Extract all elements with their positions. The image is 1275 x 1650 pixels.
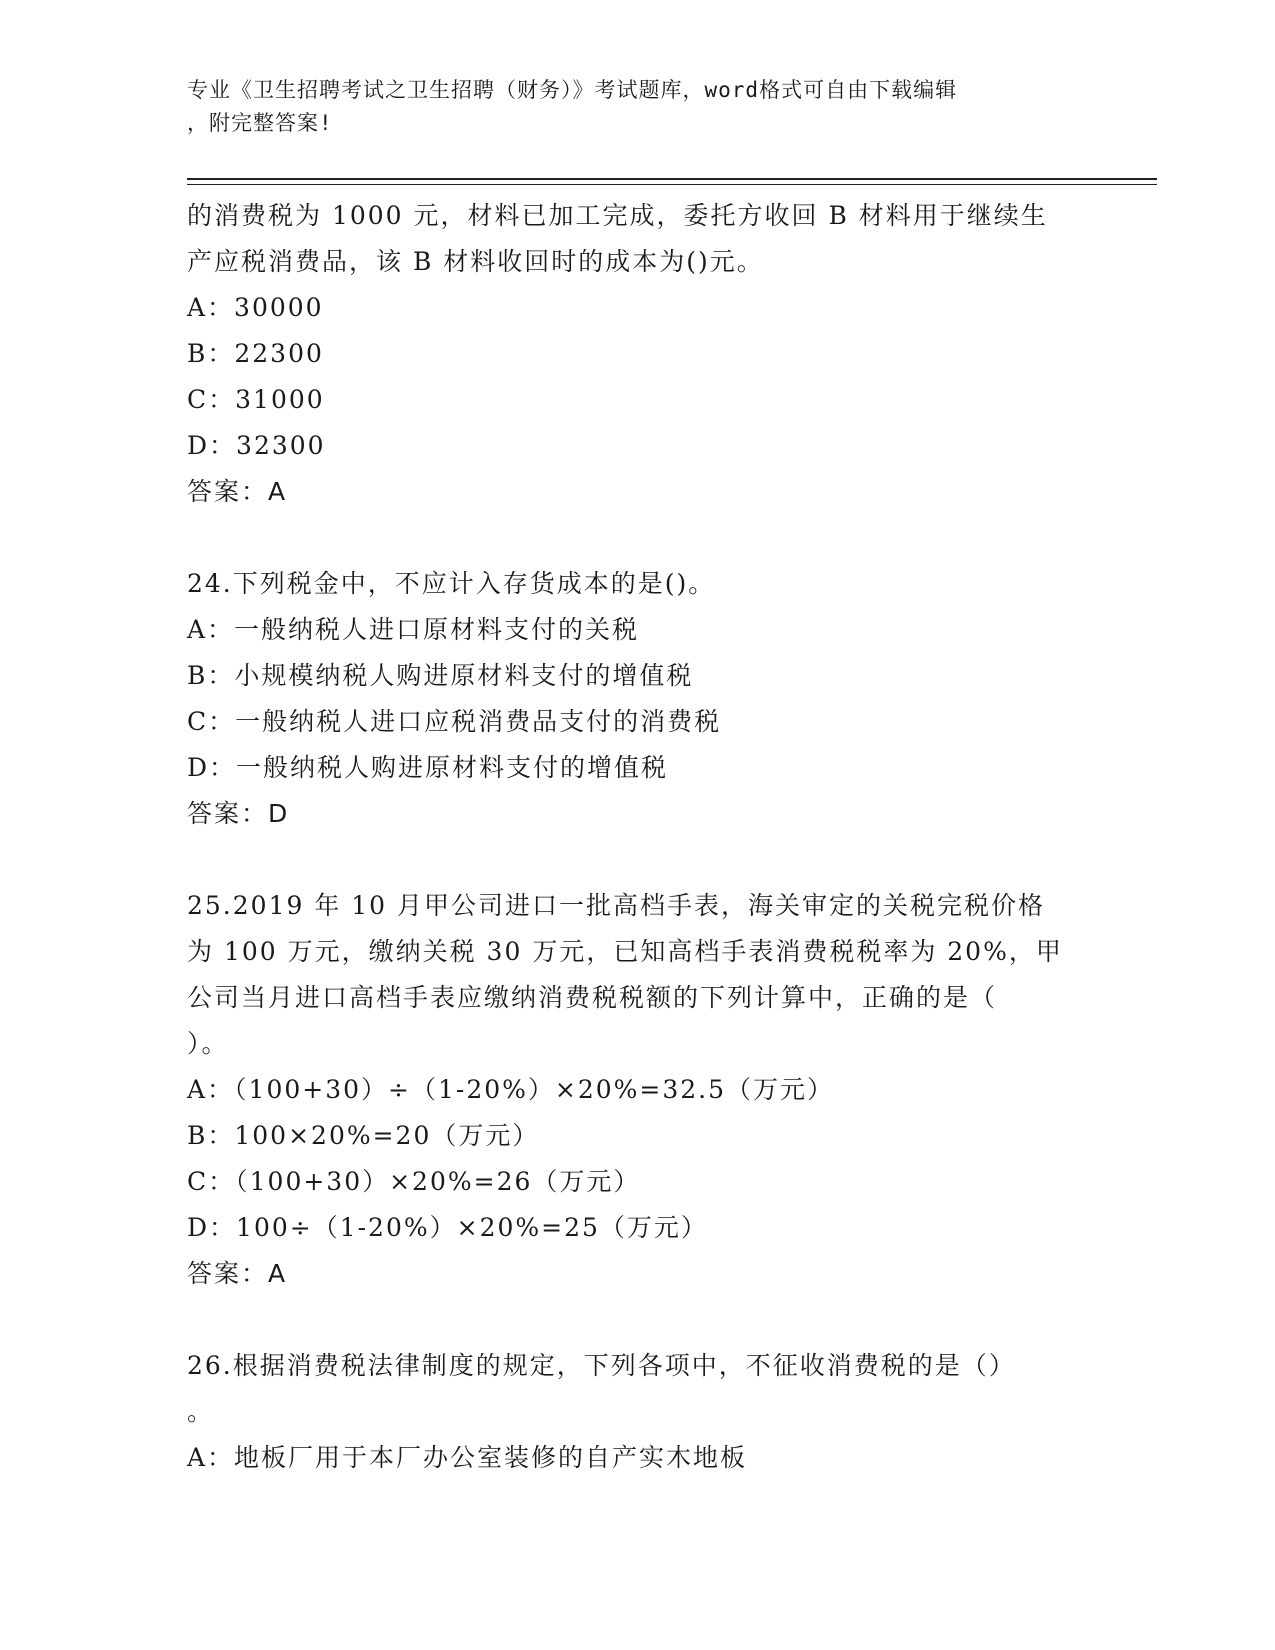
question-23 <box>187 193 1087 515</box>
question-spacer <box>187 1297 1087 1343</box>
option-b: B：22300 <box>187 339 324 368</box>
question-25 <box>187 883 1087 1297</box>
option-b: B：100×20%=20（万元） <box>187 1121 540 1150</box>
option-a: A：一般纳税人进口原材料支付的关税 <box>187 615 640 644</box>
option-d: D：一般纳税人购进原材料支付的增值税 <box>187 753 669 782</box>
question-stem-line: 产应税消费品，该 B 材料收回时的成本为()元。 <box>187 247 764 276</box>
question-list <box>187 193 1087 1481</box>
question-stem-line: 26.根据消费税法律制度的规定，下列各项中，不征收消费税的是（） <box>187 1351 1016 1380</box>
header-divider-thick <box>187 178 1157 180</box>
answer-line: 答案：D <box>187 799 290 828</box>
header-divider-thin <box>187 184 1157 185</box>
question-spacer <box>187 515 1087 561</box>
question-stem-line: 25.2019 年 10 月甲公司进口一批高档手表，海关审定的关税完税价格 <box>187 891 1046 920</box>
answer-line: 答案：A <box>187 477 288 506</box>
header-line-1: 专业《卫生招聘考试之卫生招聘（财务）》考试题库，word格式可自由下载编辑 <box>187 78 958 102</box>
option-c: C：31000 <box>187 385 325 414</box>
option-a: A：地板厂用于本厂办公室装修的自产实木地板 <box>187 1443 748 1472</box>
answer-line: 答案：A <box>187 1259 288 1288</box>
option-c: C：一般纳税人进口应税消费品支付的消费税 <box>187 707 722 736</box>
option-c: C：（100+30）×20%=26（万元） <box>187 1167 641 1196</box>
header-line-2: ，附完整答案! <box>187 111 333 135</box>
option-a: A：（100+30）÷（1-20%）×20%=32.5（万元） <box>187 1075 835 1104</box>
question-stem-line: 为 100 万元，缴纳关税 30 万元，已知高档手表消费税税率为 20%，甲 <box>187 937 1063 966</box>
question-spacer <box>187 837 1087 883</box>
option-d: D：100÷（1-20%）×20%=25（万元） <box>187 1213 708 1242</box>
question-stem-line: 的消费税为 1000 元，材料已加工完成，委托方收回 B 材料用于继续生 <box>187 201 1048 230</box>
question-stem-line: 24.下列税金中，不应计入存货成本的是()。 <box>187 569 716 598</box>
option-b: B：小规模纳税人购进原材料支付的增值税 <box>187 661 694 690</box>
option-d: D：32300 <box>187 431 326 460</box>
question-stem-line: 公司当月进口高档手表应缴纳消费税税额的下列计算中，正确的是（ <box>187 983 998 1012</box>
question-26 <box>187 1343 1087 1481</box>
question-stem-line: ）。 <box>187 1029 229 1058</box>
question-stem-line: 。 <box>187 1397 215 1426</box>
option-a: A：30000 <box>187 293 324 322</box>
question-24 <box>187 561 1087 837</box>
document-header <box>187 74 1087 140</box>
